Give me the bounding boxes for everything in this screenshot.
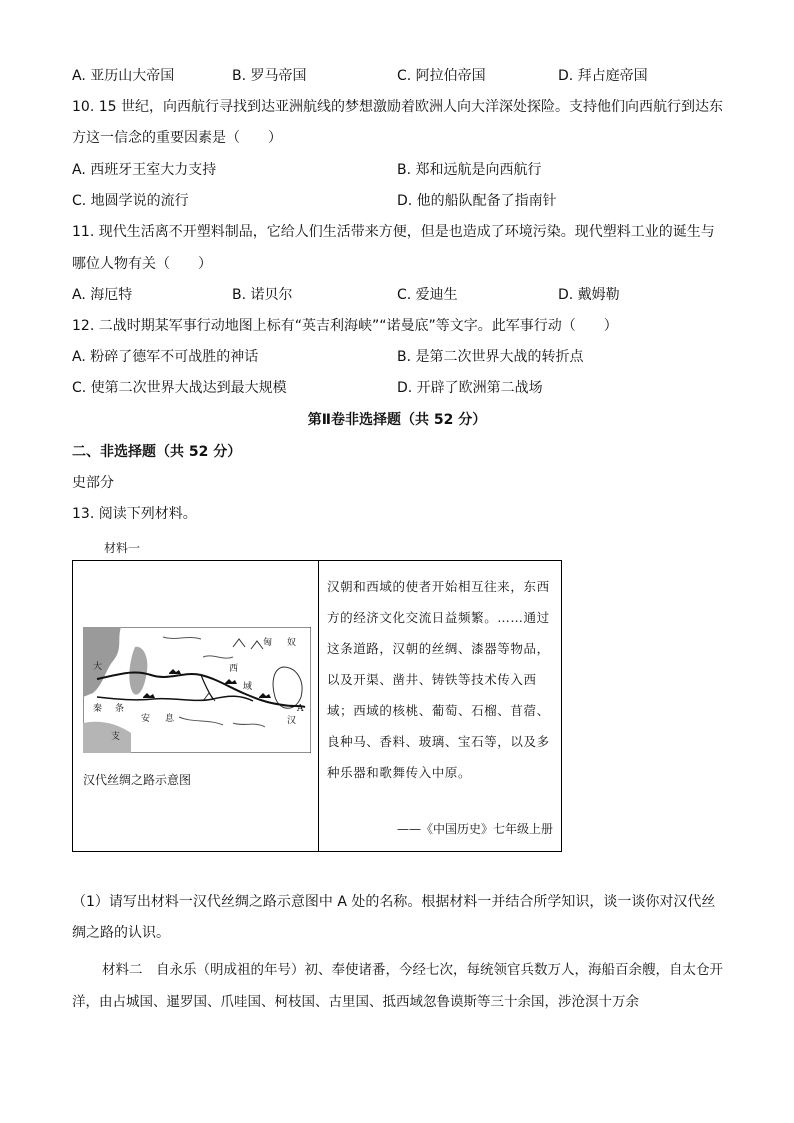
map-label-xi-region: 西 <box>229 664 239 674</box>
section-title: 二、非选择题（共 52 分） <box>72 444 242 460</box>
material2-text: 材料二 自永乐（明成祖的年号）初、奉使诸番，今经七次，每统领官兵数万人，海船百余艘，自太仓开洋，由占城国、暹罗国、爪哇国、柯枝国、古里国、抵西域忽鲁谟斯等三十余国，涉沧溟十万余 <box>72 962 723 1010</box>
q11-stem-line1: 11. 现代生活离不开塑料制品，它给人们生活带来方便，但是也造成了环境污染。现代塑料工业的诞生与 <box>72 224 715 240</box>
silk-road-map <box>83 627 311 753</box>
material1-table <box>72 560 562 852</box>
q9-option-a[interactable]: A. 亚历山大帝国 <box>72 68 175 84</box>
q9-option-d[interactable]: D. 拜占庭帝国 <box>558 68 648 84</box>
q9-option-b[interactable]: B. 罗马帝国 <box>232 68 307 84</box>
map-label-zhi: 支 <box>111 732 121 742</box>
map-label-da: 大 <box>93 662 103 672</box>
q13-intro: 13. 阅读下列材料。 <box>72 506 197 522</box>
volume-title: 第Ⅱ卷非选择题（共 52 分） <box>307 412 487 428</box>
q12-option-a[interactable]: A. 粉碎了德军不可战胜的神话 <box>72 349 259 365</box>
table-divider <box>318 561 319 851</box>
q12-stem: 12. 二战时期某军事行动地图上标有“英吉利海峡”“诺曼底”等文字。此军事行动（ ） <box>72 318 618 334</box>
map-label-nu: 奴 <box>287 638 297 648</box>
question1-line1: （1）请写出材料一汉代丝绸之路示意图中 A 处的名称。根据材料一并结合所学知识，谈一谈你对汉代丝 <box>72 894 716 910</box>
q10-stem-line1: 10. 15 世纪，向西航行寻找到达亚洲航线的梦想激励着欧洲人向大洋深处探险。支持他们向西航行到达东 <box>72 99 723 115</box>
map-label-han: 汉 <box>287 716 297 726</box>
q10-option-d[interactable]: D. 他的船队配备了指南针 <box>397 193 557 209</box>
subject-label: 史部分 <box>72 475 114 491</box>
q11-stem-line2: 哪位人物有关（ ） <box>72 256 212 272</box>
map-label-tiao: 条 <box>115 704 125 714</box>
map-label-point-a: A <box>297 704 304 714</box>
q11-option-a[interactable]: A. 海厄特 <box>72 287 133 303</box>
material1-label: 材料一 <box>104 541 141 555</box>
q11-option-b[interactable]: B. 诺贝尔 <box>232 287 293 303</box>
q12-option-c[interactable]: C. 使第二次世界大战达到最大规模 <box>72 380 287 396</box>
q10-option-b[interactable]: B. 郑和远航是向西航行 <box>397 162 542 178</box>
q10-option-a[interactable]: A. 西班牙王室大力支持 <box>72 162 217 178</box>
q10-stem-line2: 方这一信念的重要因素是（ ） <box>72 130 282 146</box>
map-caption: 汉代丝绸之路示意图 <box>83 773 192 787</box>
material1-text: 汉朝和西域的使者开始相互往来，东西方的经济文化交流日益频繁。……通过这条道路，汉朝的丝绸、漆器等物品，以及开渠、凿井、铸铁等技术传入西域；西域的核桃、葡萄、石榴、苜蓿、良种马、香料、玻璃、宝石等，以及多种乐器和歌舞传入中原。 <box>327 579 550 780</box>
map-label-xiong: 匈 <box>263 638 273 648</box>
question1-line2: 绸之路的认识。 <box>72 925 170 941</box>
q11-option-d[interactable]: D. 戴姆勒 <box>558 287 620 303</box>
map-label-qin: 秦 <box>93 704 103 714</box>
q12-option-b[interactable]: B. 是第二次世界大战的转折点 <box>397 349 584 365</box>
map-label-xi: 息 <box>165 714 175 724</box>
map-label-an: 安 <box>141 714 151 724</box>
q9-option-c[interactable]: C. 阿拉伯帝国 <box>397 68 486 84</box>
q10-option-c[interactable]: C. 地圆学说的流行 <box>72 193 189 209</box>
material1-source: ——《中国历史》七年级上册 <box>396 822 553 836</box>
silk-road-map-image <box>83 627 311 753</box>
q11-option-c[interactable]: C. 爱迪生 <box>397 287 458 303</box>
map-label-yu: 域 <box>243 682 253 692</box>
q12-option-d[interactable]: D. 开辟了欧洲第二战场 <box>397 380 543 396</box>
